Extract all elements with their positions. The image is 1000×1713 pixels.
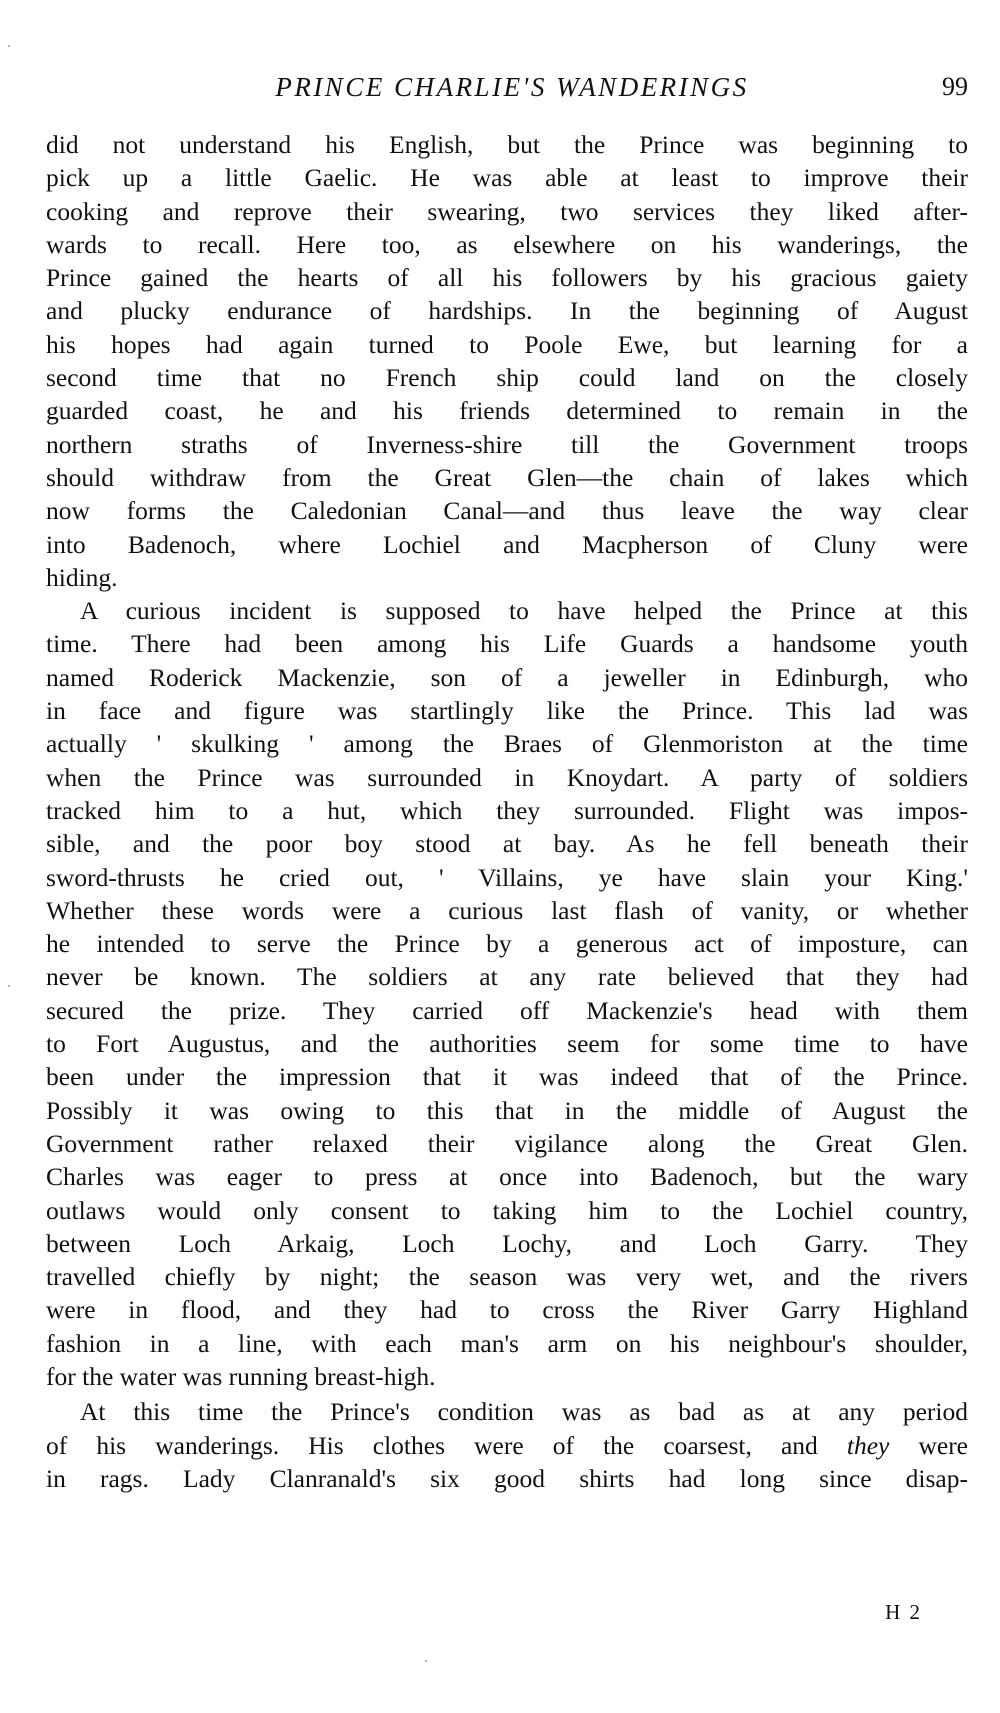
text-line: northern straths of Inverness-shire till the Government troops (46, 429, 968, 459)
text-line: At this time the Prince's condition was as bad as at any period (80, 1397, 968, 1427)
text-line: into Badenoch, where Lochiel and Macpherson of Cluny were (46, 529, 968, 559)
paragraph-prince-condition (46, 1395, 968, 1495)
text-line: guarded coast, he and his friends determined to remain in the (46, 396, 968, 426)
text-line: cooking and reprove their swearing, two services they liked after- (46, 196, 968, 226)
text-line: A curious incident is supposed to have helped the Prince at this (80, 596, 968, 626)
text-line: when the Prince was surrounded in Knoydart. A party of soldiers (46, 762, 968, 792)
signature-mark: H 2 (885, 1600, 922, 1624)
text-line: been under the impression that it was indeed that of the Prince. (46, 1062, 968, 1092)
text-line: his hopes had again turned to Poole Ewe, but learning for a (46, 329, 968, 359)
text-line: sword-thrusts he cried out, ' Villains, ye have slain your King.' (46, 862, 968, 892)
body-text (46, 128, 968, 1495)
text-line: fashion in a line, with each man's arm on his neighbour's shoulder, (46, 1328, 968, 1358)
text-line: tracked him to a hut, which they surrounded. Flight was impos- (46, 795, 968, 825)
text-line: Whether these words were a curious last flash of vanity, or whether (46, 895, 968, 925)
text-line: in face and figure was startlingly like the Prince. This lad was (46, 696, 968, 726)
text-line: time. There had been among his Life Guards a handsome youth (46, 629, 968, 659)
text-line: in rags. Lady Clanranald's six good shirts had long since disap- (46, 1463, 968, 1493)
text-line: outlaws would only consent to taking him to the Lochiel country, (46, 1195, 968, 1225)
text-line: secured the prize. They carried off Mackenzie's head with them (46, 995, 968, 1025)
text-line: Possibly it was owing to this that in the middle of August the (46, 1095, 968, 1125)
text-line: travelled chiefly by night; the season was very wet, and the rivers (46, 1262, 968, 1292)
text-line: between Loch Arkaig, Loch Lochy, and Loch Garry. They (46, 1228, 968, 1258)
text-line: Prince gained the hearts of all his followers by his gracious gaiety (46, 263, 968, 293)
text-line: named Roderick Mackenzie, son of a jeweller in Edinburgh, who (46, 662, 968, 692)
emphasis-they: they (846, 1430, 890, 1460)
paragraph-mackenzie-incident (46, 594, 968, 1393)
text-line: never be known. The soldiers at any rate believed that they had (46, 962, 968, 992)
text-line: wards to recall. Here too, as elsewhere on his wanderings, the (46, 229, 968, 259)
text-line: should withdraw from the Great Glen—the chain of lakes which (46, 462, 968, 492)
text-line: hiding. (46, 562, 118, 592)
text-line: second time that no French ship could land on the closely (46, 363, 968, 393)
text-line: Government rather relaxed their vigilance along the Great Glen. (46, 1128, 968, 1158)
text-line: and plucky endurance of hardships. In the beginning of August (46, 296, 968, 326)
text-line: were in flood, and they had to cross the River Garry Highland (46, 1295, 968, 1325)
text-line: pick up a little Gaelic. He was able at least to improve their (46, 163, 968, 193)
paper-speck (425, 1660, 427, 1662)
text-line: Charles was eager to press at once into Badenoch, but the wary (46, 1162, 968, 1192)
text-line: did not understand his English, but the Prince was beginning to (46, 130, 968, 159)
paper-speck (8, 45, 10, 47)
text-line: now forms the Caledonian Canal—and thus leave the way clear (46, 496, 968, 526)
text-line: he intended to serve the Prince by a generous act of imposture, can (46, 929, 968, 959)
text-line: for the water was running breast-high. (46, 1361, 436, 1391)
running-title: PRINCE CHARLIE'S WANDERINGS (275, 72, 749, 102)
page-number: 99 (942, 72, 968, 101)
text-line: sible, and the poor boy stood at bay. As he fell beneath their (46, 829, 968, 859)
page-header (46, 72, 968, 108)
text-line: of his wanderings. His clothes were of the coarsest, and they were (46, 1430, 969, 1460)
text-line: to Fort Augustus, and the authorities seem for some time to have (46, 1029, 968, 1059)
paragraph-continued (46, 128, 968, 594)
paper-speck (8, 985, 10, 987)
text-line: actually ' skulking ' among the Braes of Glenmoriston at the time (46, 729, 968, 759)
